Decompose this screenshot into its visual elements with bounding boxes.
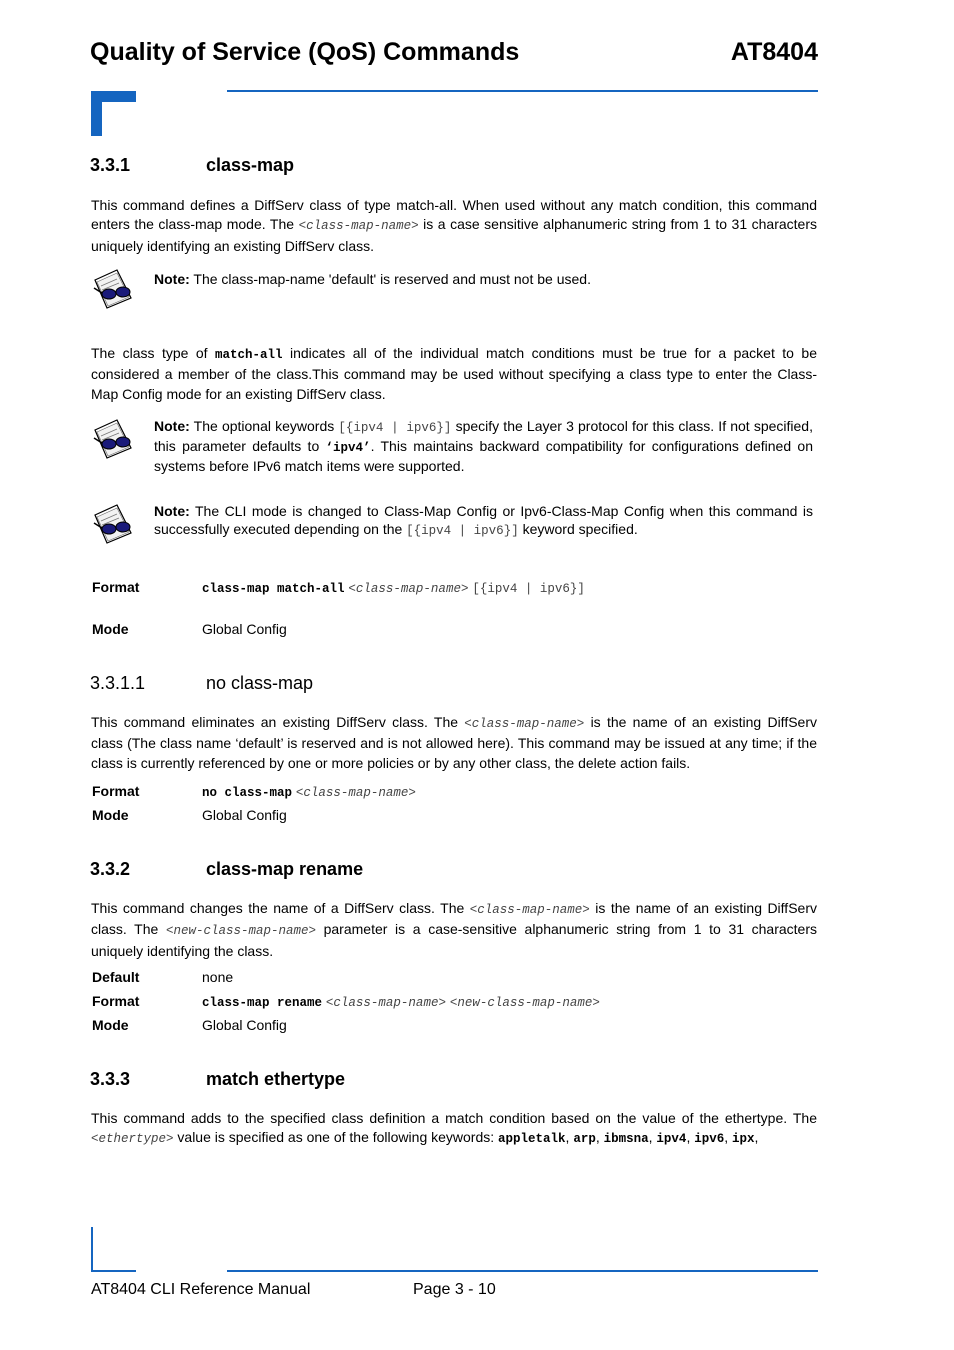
subsection-title: no class-map bbox=[206, 673, 314, 693]
mode-value: Global Config bbox=[202, 1017, 287, 1033]
header-rule bbox=[227, 90, 818, 92]
note-glasses-icon bbox=[89, 416, 135, 467]
format-label: Format bbox=[92, 993, 140, 1009]
mode-value: Global Config bbox=[202, 621, 287, 637]
default-value: none bbox=[202, 969, 234, 985]
section-title: match ethertype bbox=[206, 1069, 346, 1089]
note-glasses-icon bbox=[89, 501, 135, 552]
section-number: 3.3.1 bbox=[90, 155, 131, 175]
note-text: Note: The optional keywords [{ipv4 | ipv6}] specify the Layer 3 protocol for this class. If not specified, this parameter defaults to ‘ipv4’. This maintains backward compatibility for configurations defined on systems before IPv6 match items were supported. bbox=[154, 418, 813, 474]
format-value: class-map rename <class-map-name> <new-class-map-name> bbox=[202, 996, 600, 1010]
note-text: Note: The CLI mode is changed to Class-Map Config or Ipv6-Class-Map Config when this command is successfully executed depending on the [{ipv4 | ipv6}] keyword specified. bbox=[154, 503, 813, 538]
footer-manual-title: AT8404 CLI Reference Manual bbox=[91, 1281, 311, 1298]
footer-rule bbox=[227, 1270, 818, 1272]
format-label: Format bbox=[92, 579, 140, 595]
mode-label: Mode bbox=[92, 621, 129, 637]
paragraph: This command defines a DiffServ class of type match-all. When used without any match condition, this command enters the class-map mode. The <class-map-name> is a case sensitive alphanumeric string from 1 to 31 characters uniquely identifying an existing DiffServ class. bbox=[91, 197, 817, 254]
corner-bracket-bottom-h bbox=[91, 1270, 136, 1272]
paragraph: This command changes the name of a DiffServ class. The <class-map-name> is the name of an existing DiffServ class. The <new-class-map-name> parameter is a case-sensitive alphanumeric string from 1 to 31 characters uniquely identifying the class. bbox=[91, 900, 818, 959]
paragraph: The class type of match-all indicates all of the individual match conditions must be true for a packet to be considered a member of the class.This command may be used without specifying a class type to enter the Class-Map Config mode for an existing DiffServ class. bbox=[91, 345, 817, 402]
note-text: Note: The class-map-name 'default' is reserved and must not be used. bbox=[154, 271, 591, 287]
default-label: Default bbox=[92, 969, 140, 985]
format-label: Format bbox=[92, 783, 140, 799]
paragraph: This command eliminates an existing DiffServ class. The <class-map-name> is the name of an existing DiffServ class (The class name ‘default’ is reserved and is not allowed here). This command may be issued at any time; if the class is currently referenced by one or more policies or by any other class, the delete action fails. bbox=[91, 714, 817, 771]
corner-bracket-bottom-v bbox=[91, 1227, 93, 1272]
footer-page-number: Page 3 - 10 bbox=[413, 1281, 496, 1298]
corner-bracket-top-v bbox=[91, 91, 102, 136]
section-title: class-map bbox=[206, 155, 295, 175]
page-header-title: Quality of Service (QoS) Commands bbox=[90, 38, 520, 66]
section-number: 3.3.2 bbox=[90, 859, 131, 879]
mode-value: Global Config bbox=[202, 807, 287, 823]
subsection-number: 3.3.1.1 bbox=[90, 673, 146, 693]
paragraph: This command adds to the specified class definition a match condition based on the value of the ethertype. The <ethertype> value is specified as one of the following keywords: appletalk, arp, ibmsna, ipv4, ipv6, ipx, bbox=[91, 1110, 817, 1147]
format-value: no class-map <class-map-name> bbox=[202, 786, 416, 800]
section-number: 3.3.3 bbox=[90, 1069, 131, 1089]
section-title: class-map rename bbox=[206, 859, 364, 879]
note-glasses-icon bbox=[89, 266, 135, 317]
format-value: class-map match-all <class-map-name> [{ipv4 | ipv6}] bbox=[202, 582, 585, 596]
mode-label: Mode bbox=[92, 807, 129, 823]
mode-label: Mode bbox=[92, 1017, 129, 1033]
page-header-product: AT8404 bbox=[730, 38, 818, 66]
